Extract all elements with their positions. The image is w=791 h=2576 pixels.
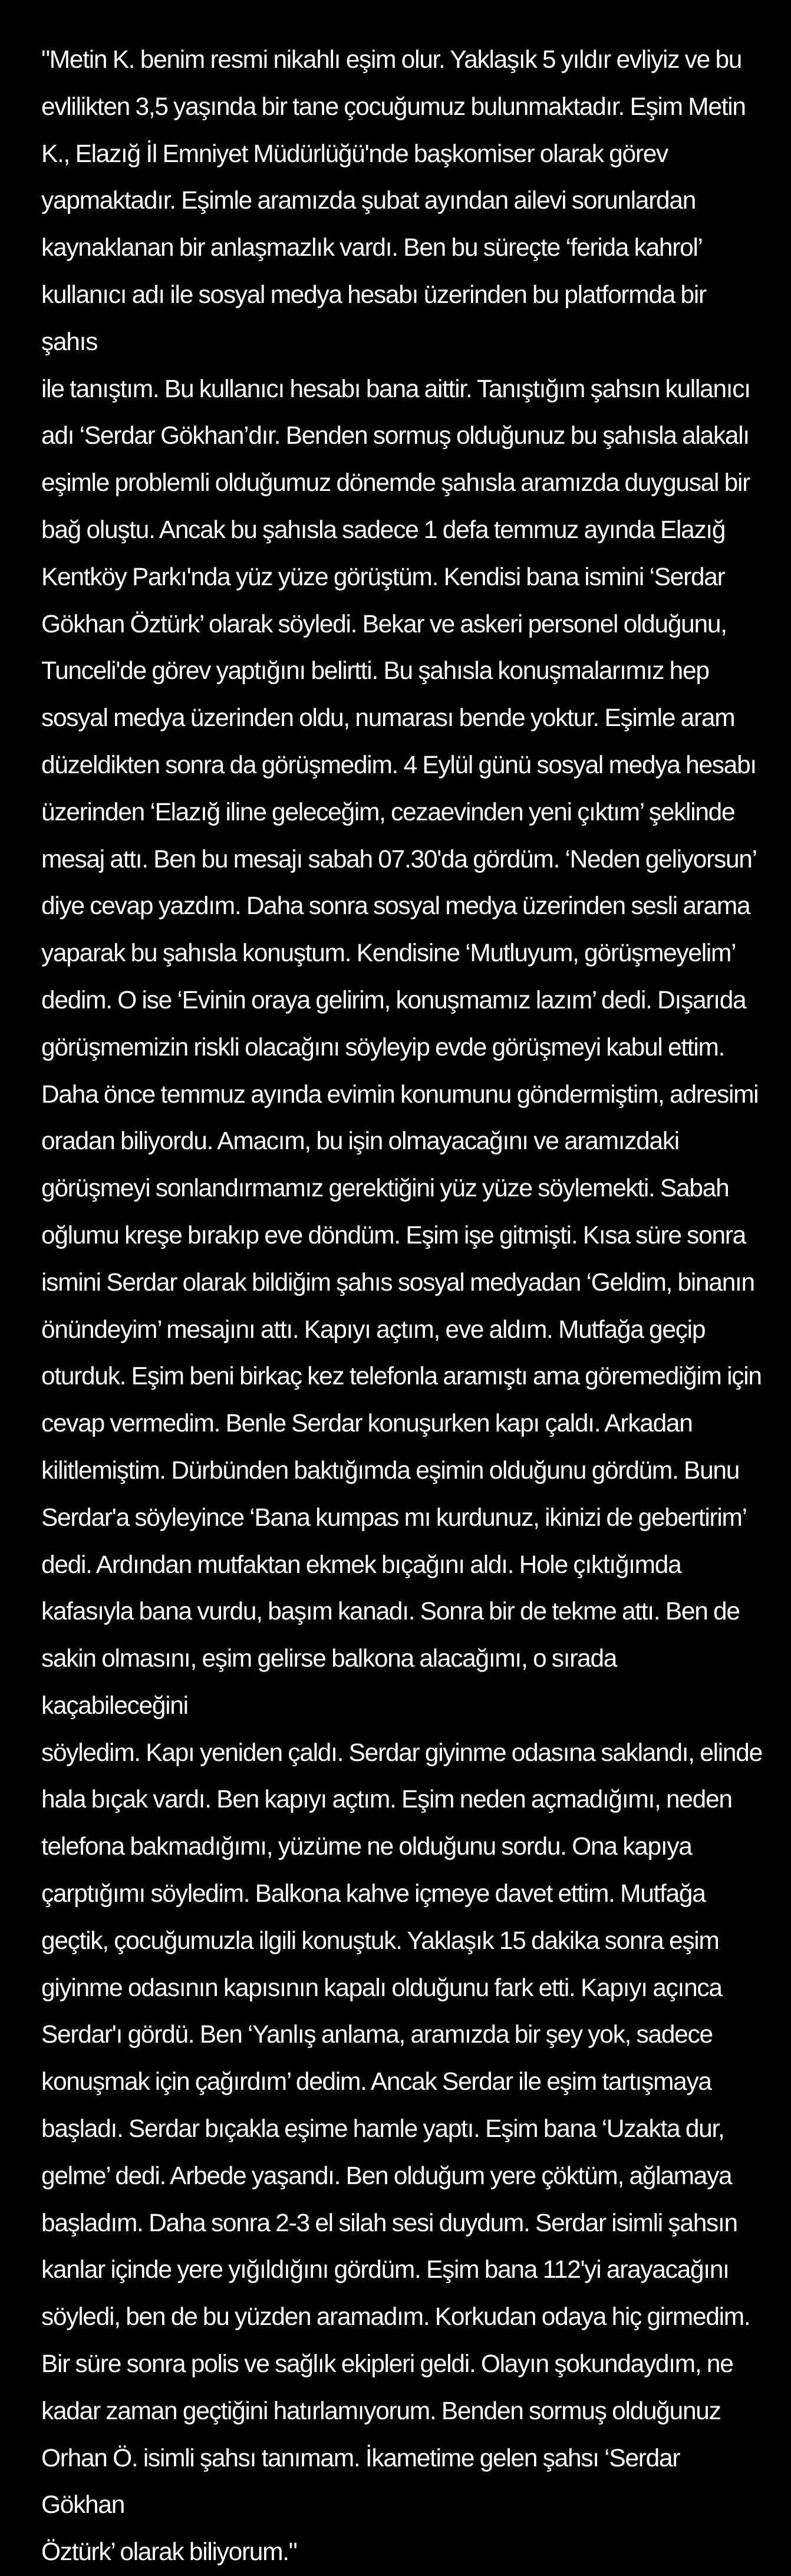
statement-text: "Metin K. benim resmi nikahlı eşim olur. Yaklaşık 5 yıldır evliyiz ve bu evlilikten 3,5 yaşında bir tane çocuğumuz bulunmaktadır. Eşim Metin K., Elazığ İl Emniyet Müdürlüğü'nde başkomiser olarak görev yapmaktadır. Eşimle aramızda şubat ayından ailevi sorunlardan kaynaklanan bir anlaşmazlık vardı. Ben bu süreçte ‘ferida kahrol’ kullanıcı adı ile sosyal medya hesabı üzerinden bu platformda bir şahıs ile tanıştım. Bu kullanıcı hesabı bana aittir. Tanıştığım şahsın kullanıcı adı ‘Serdar Gökhan’dır. Benden sormuş olduğunuz bu şahısla alakalı eşimle problemli olduğumuz dönemde şahısla aramızda duygusal bir bağ oluştu. Ancak bu şahısla sadece 1 defa temmuz ayında Elazığ Kentköy Parkı'nda yüz yüze görüştüm. Kendisi bana ismini ‘Serdar Gökhan Öztürk’ olarak söyledi. Bekar ve askeri personel olduğunu, Tunceli'de görev yaptığını belirtti. Bu şahısla konuşmalarımız hep sosyal medya üzerinden oldu, numarası bende yoktur. Eşimle aram düzeldikten sonra da görüşmedim. 4 Eylül günü sosyal medya hesabı üzerinden ‘Elazığ iline geleceğim, cezaevinden yeni çıktım’ şeklinde mesaj attı. Ben bu mesajı sabah 07.30'da gördüm. ‘Neden geliyorsun’ diye cevap yazdım. Daha sonra sosyal medya üzerinden sesli arama yaparak bu şahısla konuştum. Kendisine ‘Mutluyum, görüşmeyelim’ dedim. O ise ‘Evinin oraya gelirim, konuşmamız lazım’ dedi. Dışarıda görüşmemizin riskli olacağını söyleyip evde görüşmeyi kabul ettim. Daha önce temmuz ayında evimin konumunu göndermiştim, adresimi oradan biliyordu. Amacım, bu işin olmayacağını ve aramızdaki görüşmeyi sonlandırmamız gerektiğini yüz yüze söylemekti. Sabah oğlumu kreşe bırakıp eve döndüm. Eşim işe gitmişti. Kısa süre sonra ismini Serdar olarak bildiğim şahıs sosyal medyadan ‘Geldim, binanın önündeyim’ mesajını attı. Kapıyı açtım, eve aldım. Mutfağa geçip oturduk. Eşim beni birkaç kez telefonla aramıştı ama göremediğim için cevap vermedim. Benle Serdar konuşurken kapı çaldı. Arkadan kilitlemiştim. Dürbünden baktığımda eşimin olduğunu gördüm. Bunu Serdar'a söyleyince ‘Bana kumpas mı kurdunuz, ikinizi de gebertirim’ dedi. Ardından mutfaktan ekmek bıçağını aldı. Hole çıktığımda kafasıyla bana vurdu, başım kanadı. Sonra bir de tekme attı. Ben de sakin olmasını, eşim gelirse balkona alacağımı, o sırada kaçabileceğini söyledim. Kapı yeniden çaldı. Serdar giyinme odasına saklandı, elinde hala bıçak vardı. Ben kapıyı açtım. Eşim neden açmadığımı, neden telefona bakmadığımı, yüzüme ne olduğunu sordu. Ona kapıya çarptığımı söyledim. Balkona kahve içmeye davet ettim. Mutfağa geçtik, çocuğumuzla ilgili konuştuk. Yaklaşık 15 dakika sonra eşim giyinme odasının kapısının kapalı olduğunu fark etti. Kapıyı açınca Serdar'ı gördü. Ben ‘Yanlış anlama, aramızda bir şey yok, sadece konuşmak için çağırdım’ dedim. Ancak Serdar ile eşim tartışmaya başladı. Serdar bıçakla eşime hamle yaptı. Eşim bana ‘Uzakta dur, gelme’ dedi. Arbede yaşandı. Ben olduğum yere çöktüm, ağlamaya başladım. Daha sonra 2-3 el silah sesi duydum. Serdar isimli şahsın kanlar içinde yere yığıldığını gördüm. Eşim bana 112'yi arayacağını söyledi, ben de bu yüzden aramadım. Korkudan odaya hiç girmedim. Bir süre sonra polis ve sağlık ekipleri geldi. Olayın şokundaydım, ne kadar zaman geçtiğini hatırlamıyorum. Benden sormuş olduğunuz Orhan Ö. isimli şahsı tanımam. İkametime gelen şahsı ‘Serdar Gökhan Öztürk’ olarak biliyorum." <box>41 46 762 2567</box>
